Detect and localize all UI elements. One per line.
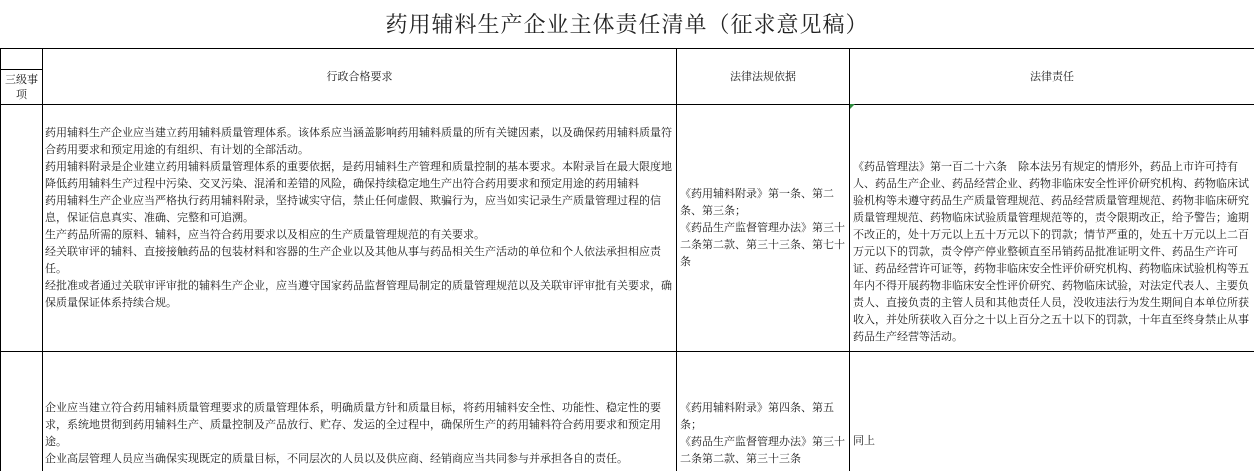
table-left-border — [0, 48, 1, 471]
basis-item: 《药用辅料附录》第四条、第五条； — [680, 401, 834, 431]
liability-text: 同上 — [853, 434, 875, 447]
row-divider — [0, 351, 1254, 352]
requirement-paragraph: 企业应当建立符合药用辅料质量管理要求的质量管理体系，明确质量方针和质量目标，将药用辅料安全性、功能性、稳定性的要求，系统地贯彻到药用辅料生产、质量控制及产品放行、贮存、发运的全过程中，确保所生产的药用辅料符合药用要求和预定用途。 — [45, 401, 661, 448]
row2-requirements-cell — [45, 399, 673, 471]
requirement-paragraph: 药用辅料生产企业应当建立药用辅料质量管理体系。该体系应当涵盖影响药用辅料质量的所有关键因素，以及确保药用辅料质量符合药用要求和预定用途的有组织、有计划的全部活动。 — [45, 126, 672, 156]
requirement-paragraph: 经关联审评的辅料、直接接触药品的包装材料和容器的生产企业以及其他从事与药品相关生产活动的单位和个人依法承担相应责任。 — [45, 245, 661, 275]
row1-requirements-cell — [45, 124, 673, 348]
requirement-paragraph: 药用辅料附录是企业建立药用辅料质量管理体系的重要依据，是药用辅料生产管理和质量控制的基本要求。本附录旨在最大限度地降低药用辅料生产过程中污染、交叉污染、混淆和差错的风险，确保持续稳定地生产出符合药用要求和预定用途的药用辅料 — [45, 160, 672, 190]
requirement-paragraph: 企业高层管理人员应当确保实现既定的质量目标，不同层次的人员以及供应商、经销商应当共同参与并承担各自的责任。 — [45, 452, 628, 465]
row1-liability-cell — [853, 158, 1254, 343]
row2-basis-cell — [680, 399, 848, 471]
basis-item: 《药用辅料附录》第一条、第二条、第三条； — [680, 187, 834, 217]
liability-text: 《药品管理法》第一百二十六条 除本法另有规定的情形外，药品上市许可持有人、药品生产企业、药品经营企业、药物非临床安全性评价研究机构、药物临床试验机构等未遵守药品生产质量管理规范、药品经营质量管理规范、药物非临床研究质量管理规范、药物临床试验质量管理规范等的，责令限期改正，给予警告；逾期不改正的，处十万元以上五十万元以下的罚款；情节严重的，处五十万元以上二百万元以下的罚款，责令停产停业整顿直至吊销药品批准证明文件、药品生产许可证、药品经营许可证等，药物非临床安全性评价研究机构、药物临床试验机构等五年内不得开展药物非临床安全性评价研究、药物临床试验，对法定代表人、主要负责人、直接负责的主管人员和其他责任人员，没收违法行为发生期间自本单位所获收入，并处所获收入百分之十以上百分之五十以下的罚款，十年直至终身禁止从事药品生产经营等活动。 — [853, 160, 1249, 343]
header-bottom-border — [0, 104, 1254, 105]
col-divider-1 — [42, 48, 43, 471]
basis-item: 《药品生产监督管理办法》第三十二条第二款、第三十三条、第七十条 — [680, 221, 845, 268]
cell-comment-indicator — [850, 104, 855, 109]
header-requirements: 行政合格要求 — [326, 70, 393, 83]
requirement-paragraph: 经批准或者通过关联审评审批的辅料生产企业，应当遵守国家药品监督管理局制定的质量管理规范以及关联审评审批有关要求，确保质量保证体系持续合规。 — [45, 279, 672, 309]
basis-item: 《药品生产监督管理办法》第三十二条第二款、第三十三条 — [680, 435, 845, 465]
document-title: 药用辅料生产企业主体责任清单（征求意见稿） — [385, 13, 869, 38]
header-level3-item: 三级事项 — [5, 73, 38, 101]
col-divider-2 — [676, 48, 677, 471]
header-legal-basis: 法律法规依据 — [730, 70, 796, 83]
col-divider-3 — [849, 48, 850, 471]
header-legal-liability: 法律责任 — [1030, 70, 1074, 83]
requirement-paragraph: 生产药品所需的原料、辅料，应当符合药用要求以及相应的生产质量管理规范的有关要求。 — [45, 228, 485, 241]
requirement-paragraph: 药用辅料生产企业应当严格执行药用辅料附录，坚持诚实守信，禁止任何虚假、欺骗行为，应当如实记录生产质量管理过程的信息，保证信息真实、准确、完整和可追溯。 — [45, 194, 661, 224]
row2-liability-cell — [853, 432, 1253, 452]
row1-basis-cell — [680, 185, 848, 285]
